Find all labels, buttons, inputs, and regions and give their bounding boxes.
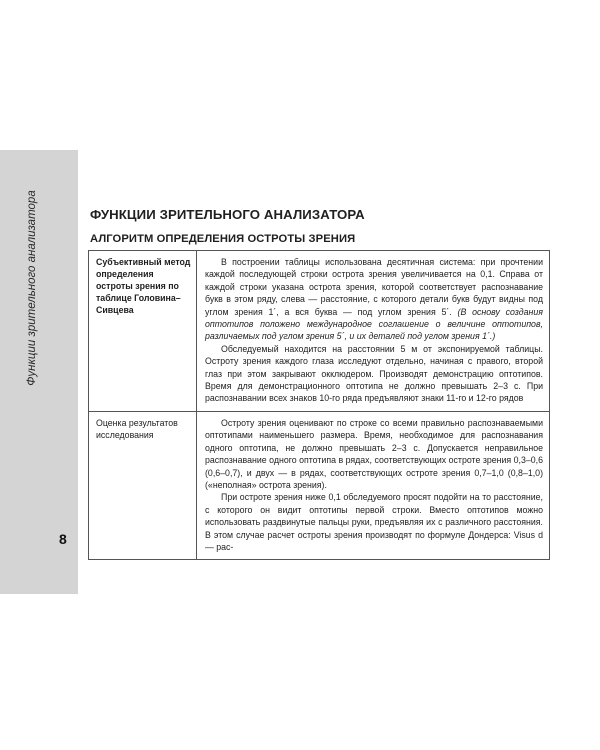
paragraph-text: В построении таблицы использована десятичная система: при прочтении каждой последующей строки острота зрения увеличивается на 0,1. Справа от каждой строки указана острота зрения, которой соответствует распознавание букв в этом ряду, слева — расстояние, с которого детали букв будут видны под углом зрения 1´, а вся буква — под углом зрения 5´. — [205, 257, 543, 317]
paragraph: Обследуемый находится на расстоянии 5 м от экспонируемой таблицы. Остроту зрения каждого глаза исследуют отдельно, начиная с правого, второй глаз при этом закрывают окклюдером. Производят демонстрацию оптотипов. Время для демонстрационного оптотипа не должно превышать 2–3 с. При распознавании всех знаков 10-го ряда предъявляют знаки 11-го и 12-го рядов — [205, 343, 543, 404]
row-label: Оценка результатов исследования — [89, 411, 197, 559]
running-header — [22, 190, 42, 386]
paragraph — [205, 256, 543, 343]
paragraph: При остроте зрения ниже 0,1 обследуемого просят подойти на то расстояние, с которого он видит оптотипы первой строки. Вместо оптотипов можно использовать раздвинутые пальцы руки, предъявляя их с различного расстояния. В этом случае расчет остроты зрения производят по формуле Дондерса: Visus d — рас- — [205, 492, 543, 552]
section-heading: ФУНКЦИИ ЗРИТЕЛЬНОГО АНАЛИЗАТОРА — [90, 207, 365, 222]
page-number: 8 — [59, 531, 67, 547]
subsection-heading: АЛГОРИТМ ОПРЕДЕЛЕНИЯ ОСТРОТЫ ЗРЕНИЯ — [90, 233, 356, 245]
paragraph: Остроту зрения оценивают по строке со всеми правильно распознаваемыми оптотипами наименьшего размера. Время, необходимое для распознавания одного оптотипа, не должно превышать 2–3 с. Допускается неправильное распознавание одного оптотипа в рядах, соответствующих остроте зрения 0,3–0,6 (0,6–0,7), и двух — в рядах, соответствующих остроте зрения 0,7–1,0 (0,8–1,0) («неполная» острота зрения). — [205, 417, 543, 490]
paragraph-italic-note: (В основу создания оптотипов положено международное соглашение о величине оптотипов, различаемых под углом зрения 5´, и их деталей под углом зрения 1´.) — [205, 306, 543, 342]
algorithm-table — [88, 250, 550, 560]
row-content — [197, 251, 550, 412]
table-row — [89, 251, 550, 412]
row-content — [197, 411, 550, 559]
running-header-text: Функции зрительного анализатора — [26, 190, 38, 386]
table-row — [89, 411, 550, 559]
row-label: Субъективный метод определения остроты зрения по таблице Головина–Сивцева — [89, 251, 197, 412]
